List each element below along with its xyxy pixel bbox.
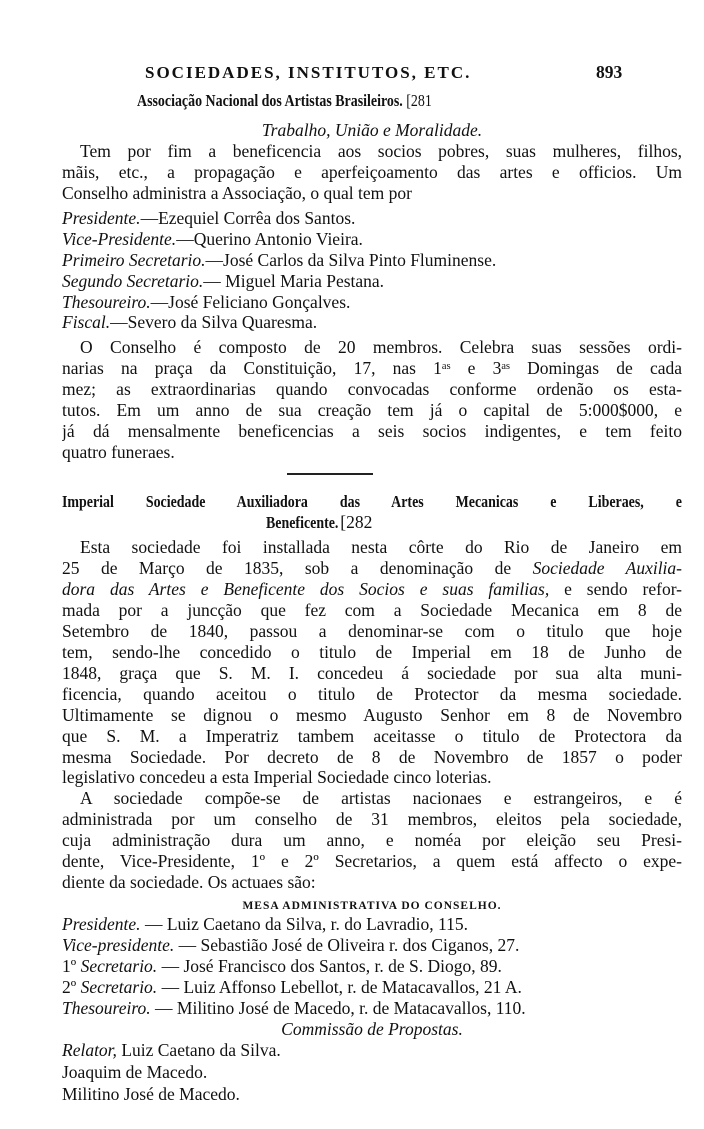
text-line: Tem por fim a beneficencia aos socios pobres, suas mulheres, filhos, <box>80 141 682 161</box>
text-line: quatro funeraes. <box>62 442 175 462</box>
officer-line <box>62 312 682 333</box>
text-line: diente da sociedade. Os actuaes são: <box>62 872 316 892</box>
commission-heading: Commissão de Propostas. <box>281 1019 463 1039</box>
officer-line <box>62 998 682 1019</box>
section-title-line1: Imperial Sociedade Auxiliadora das Artes Mecanicas e Liberaes, e <box>62 492 682 511</box>
text-line: Conselho administra a Associação, o qual tem por <box>62 183 412 203</box>
relator-name: Luiz Caetano da Silva. <box>116 1040 281 1060</box>
text-line: A sociedade compõe-se de artistas nacionaes e estrangeiros, e é <box>80 788 682 808</box>
officer-name: —José Feliciano Gonçalves. <box>150 292 351 312</box>
text-line <box>62 558 682 579</box>
motto: Trabalho, União e Moralidade. <box>261 120 483 140</box>
section-title-line2 <box>266 512 466 533</box>
section-title-text: Associação Nacional dos Artistas Brasileiros. <box>137 91 403 110</box>
officer-role: Vice-Presidente. <box>62 229 177 249</box>
officer-line <box>62 271 682 292</box>
officer-ordinal: 2º <box>62 977 81 997</box>
section-title <box>137 90 629 111</box>
text-line: dente, Vice-Presidente, 1º e 2º Secretarios, a quem está affecto o expe- <box>62 851 682 871</box>
section-ref: [281 <box>406 91 432 110</box>
officer-name: —Severo da Silva Quaresma. <box>110 312 318 332</box>
text-line: 1848, graça que S. M. I. concedeu á sociedade por sua alta muni- <box>62 663 682 683</box>
officer-line <box>62 977 682 998</box>
officer-line <box>62 229 682 250</box>
officer-name: —José Carlos da Silva Pinto Fluminense. <box>205 250 497 270</box>
officer-role: Thesoureiro. <box>62 292 151 312</box>
officer-ordinal: 1º <box>62 956 81 976</box>
officer-role: Vice-presidente. <box>62 935 175 955</box>
text-line: narias na praça da Constituição, 17, nas 1ᵃˢ e 3ᵃˢ Domingas de cada <box>62 358 682 378</box>
officer-role: Thesoureiro. <box>62 998 151 1018</box>
officer-name: — Miguel Maria Pestana. <box>203 271 385 291</box>
officer-line <box>62 208 682 229</box>
text-line: Setembro de 1840, passou a denominar-se com o titulo que hoje <box>62 621 682 641</box>
text-segment-italic: Sociedade Auxilia- <box>532 558 682 578</box>
section-divider <box>287 473 373 475</box>
officer-name: — Sebastião José de Oliveira r. dos Ciganos, 27. <box>178 935 520 955</box>
text-line: Ultimamente se dignou o mesmo Augusto Senhor em 8 de Novembro <box>62 705 682 725</box>
officer-name: —Ezequiel Corrêa dos Santos. <box>140 208 356 228</box>
text-line: administrada por um conselho de 31 membros, eleitos pela sociedade, <box>62 809 682 829</box>
officer-name: — Luiz Caetano da Silva, r. do Lavradio, 115. <box>144 914 468 934</box>
officer-role: Presidente. <box>62 914 141 934</box>
running-title: SOCIEDADES, INSTITUTOS, ETC. <box>145 63 472 82</box>
text-line: mesma Sociedade. Por decreto de 8 de Novembro de 1857 o poder <box>62 747 682 767</box>
text-segment: 25 de Março de 1835, sob a denominação de <box>62 558 512 578</box>
text-line: mez; as extraordinarias quando convocadas conforme ordenão os esta- <box>62 379 682 399</box>
officer-name: — José Francisco dos Santos, r. de S. Diogo, 89. <box>161 956 502 976</box>
commission-member: Militino José de Macedo. <box>62 1084 240 1104</box>
officer-role: Primeiro Secretario. <box>62 250 206 270</box>
text-line: tutos. Em um anno de sua creação tem já o capital de 5:000$000, e <box>62 400 682 420</box>
text-line: mãis, etc., a propagação e aperfeiçoamento das artes e officios. Um <box>62 162 682 182</box>
text-segment-italic: dora das Artes e Beneficente dos Socios e suas familias, <box>62 579 550 599</box>
officer-role: Secretario. <box>80 956 158 976</box>
text-line: cuja administração dura um anno, e noméa por eleição seu Presi- <box>62 830 682 850</box>
text-line: Esta sociedade foi installada nesta côrte do Rio de Janeiro em <box>80 537 682 557</box>
text-line: ficencia, quando aceitou o titulo de Protector da mesma sociedade. <box>62 684 682 704</box>
text-line: tem, sendo-lhe concedido o titulo de Imperial em 18 de Junho de <box>62 642 682 662</box>
officer-line <box>62 914 682 935</box>
officer-name: —Querino Antonio Vieira. <box>176 229 363 249</box>
commission-member: Joaquim de Macedo. <box>62 1062 208 1082</box>
commission-line <box>62 1040 682 1061</box>
section-title-text: Beneficente. <box>266 513 339 532</box>
officer-line <box>62 935 682 956</box>
text-line: O Conselho é composto de 20 membros. Celebra suas sessões ordi- <box>80 337 682 357</box>
text-line: já dá mensalmente beneficencias a seis socios indigentes, e tem feito <box>62 421 682 441</box>
page-number: 893 <box>596 62 623 82</box>
officer-line <box>62 956 682 977</box>
officer-role: Fiscal. <box>62 312 111 332</box>
officer-line <box>62 292 682 313</box>
officer-role: Presidente. <box>62 208 141 228</box>
officer-line <box>62 250 682 271</box>
text-line: que S. M. a Imperatriz tambem aceitasse o titulo de Protectora da <box>62 726 682 746</box>
relator-role: Relator, <box>62 1040 117 1060</box>
text-line: mada por a juncção que fez com a Sociedade Mecanica em 8 de <box>62 600 682 620</box>
text-segment: e sendo refor- <box>564 579 682 599</box>
officer-role: Segundo Secretario. <box>62 271 204 291</box>
mesa-heading: MESA ADMINISTRATIVA DO CONSELHO. <box>242 900 502 912</box>
officer-name: — Luiz Affonso Lebellot, r. de Matacavallos, 21 A. <box>161 977 522 997</box>
officer-role: Secretario. <box>80 977 158 997</box>
text-line <box>62 579 682 600</box>
section-ref: [282 <box>340 512 373 532</box>
officer-name: — Militino José de Macedo, r. de Matacavallos, 110. <box>155 998 526 1018</box>
text-line: legislativo concedeu a esta Imperial Sociedade cinco loterias. <box>62 767 492 787</box>
